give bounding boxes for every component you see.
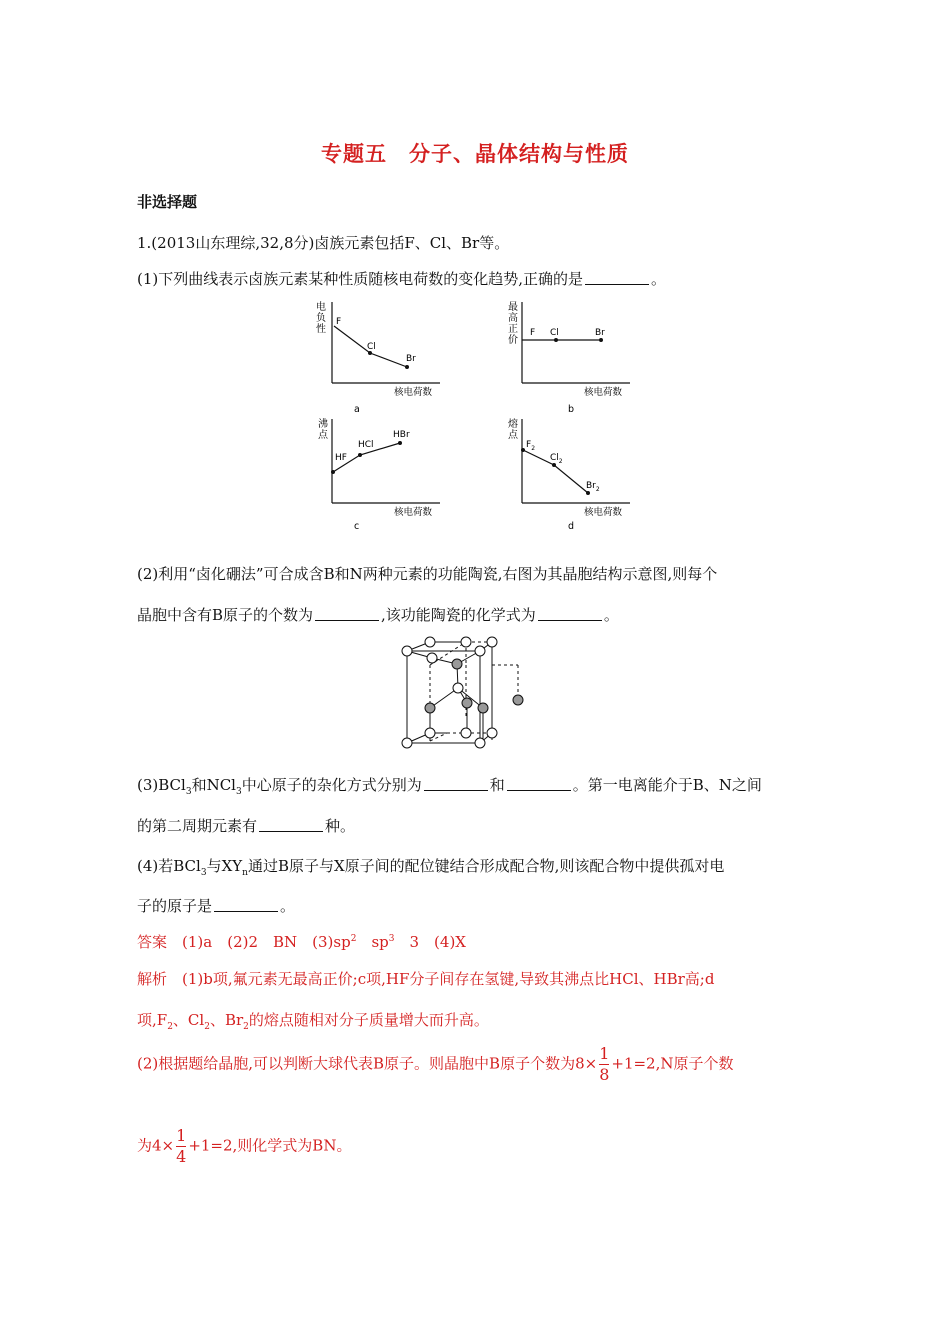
chart-c-label-hcl: HCl <box>358 440 374 450</box>
answer-text-c: 3 (4)X <box>394 933 466 951</box>
question-part4-line1 <box>137 855 817 878</box>
question-part2-line2 <box>137 604 817 625</box>
chart-b-caption: b <box>568 404 575 415</box>
answer-text-a: (1)a (2)2 BN (3)sp <box>182 933 351 951</box>
superscript: 2 <box>350 934 357 944</box>
answer-text-b: sp <box>356 933 389 951</box>
question-part3-line2 <box>137 815 817 836</box>
chart-b-label-f: F <box>530 328 536 338</box>
fraction-denominator: 8 <box>599 1065 610 1084</box>
answer-line <box>137 931 817 952</box>
chart-b-ylabel-2: 高 <box>508 313 518 324</box>
answer-blank <box>259 817 323 832</box>
fraction-one-eighth <box>599 1044 609 1085</box>
analysis-text-1: (1)b项,氟元素无最高正价;c项,HF分子间存在氢键,导致其沸点比HCl、HBr高;d <box>182 970 715 988</box>
analysis-text-2b: 、Cl <box>172 1011 205 1029</box>
answer-blank <box>315 606 379 621</box>
fraction-denominator: 4 <box>176 1147 187 1166</box>
fraction-one-quarter <box>176 1126 186 1167</box>
chart-d-ylabel-2: 点 <box>508 430 518 441</box>
chart-b-label-br: Br <box>595 328 605 338</box>
chart-b-ylabel-4: 价 <box>508 335 518 346</box>
chart-d-caption: d <box>568 521 575 532</box>
question-part1 <box>137 268 817 289</box>
subscript: 2 <box>204 1022 210 1032</box>
part3-text-e: 。第一电离能介于B、N之间 <box>572 776 762 794</box>
question-part4-line2 <box>137 895 817 916</box>
analysis-text-2c: 、Br <box>209 1011 244 1029</box>
answer-label: 答案 <box>137 933 168 951</box>
chart-c-label-hf: HF <box>335 453 347 463</box>
chart-c-caption: c <box>354 521 360 532</box>
chart-d-xlabel: 核电荷数 <box>584 507 623 518</box>
chart-d-label-cl2: $Cl_2$ <box>550 453 563 465</box>
chart-d-label-f2: $F_2$ <box>526 440 536 452</box>
chart-a-label-f: F <box>336 317 342 327</box>
chart-a-ylabel-3: 性 <box>316 324 326 335</box>
chart-c <box>310 415 460 533</box>
analysis-text-4a: 为4× <box>137 1136 175 1155</box>
answer-blank <box>585 270 649 285</box>
analysis-text-3b: +1=2,N原子个数 <box>611 1054 734 1073</box>
crystal-cell-diagram <box>395 633 545 755</box>
fraction-numerator: 1 <box>599 1044 610 1063</box>
analysis-text-3a: (2)根据题给晶胞,可以判断大球代表B原子。则晶胞中B原子个数为8× <box>137 1054 598 1073</box>
analysis-line4 <box>137 1126 817 1167</box>
chart-c-xlabel: 核电荷数 <box>394 507 433 518</box>
subscript: n <box>242 868 248 878</box>
subscript: 3 <box>200 868 207 878</box>
answer-blank <box>538 606 602 621</box>
page-title: 专题五 分子、晶体结构与性质 <box>321 142 629 166</box>
superscript: 3 <box>388 934 395 944</box>
analysis-text-2d: 的熔点随相对分子质量增大而升高。 <box>248 1011 489 1029</box>
part3-text-d: 和 <box>489 776 505 794</box>
analysis-line3 <box>137 1044 817 1085</box>
chart-c-ylabel-1: 沸 <box>318 419 328 430</box>
chart-b-ylabel-1: 最 <box>508 302 518 313</box>
chart-a <box>310 298 460 416</box>
question-part2-line1: (2)利用“卤化硼法”可合成含B和N两种元素的功能陶瓷,右图为其晶胞结构示意图,则每个 <box>137 565 718 583</box>
analysis-text-4b: +1=2,则化学式为BN。 <box>188 1136 352 1155</box>
chart-d-label-br2: $Br_2$ <box>586 481 600 493</box>
chart-d <box>500 415 650 533</box>
analysis-line1 <box>137 968 817 989</box>
period: 。 <box>651 270 667 288</box>
analysis-text-2a: 项,F <box>137 1011 168 1029</box>
part3-text-b: 和NCl <box>191 776 236 794</box>
answer-blank <box>507 776 571 791</box>
question-intro: 1.(2013山东理综,32,8分)卤族元素包括F、Cl、Br等。 <box>137 234 510 252</box>
subscript: 3 <box>235 787 242 797</box>
analysis-line2 <box>137 1009 817 1032</box>
period: 。 <box>280 897 296 915</box>
answer-blank <box>214 897 278 912</box>
part3-text-g: 种。 <box>325 817 356 835</box>
chart-b <box>500 298 650 416</box>
part4-text-b: 与XY <box>206 857 243 875</box>
chart-d-ylabel-1: 熔 <box>508 419 518 430</box>
chart-a-caption: a <box>354 404 360 415</box>
part2-text-b: ,该功能陶瓷的化学式为 <box>381 606 536 624</box>
answer-blank <box>424 776 488 791</box>
chart-b-ylabel-3: 正 <box>508 324 518 335</box>
question-part3-line1 <box>137 774 817 797</box>
chart-a-ylabel-1: 电 <box>316 302 326 313</box>
part4-text-c: 通过B原子与X原子间的配位键结合形成配合物,则该配合物中提供孤对电 <box>247 857 725 875</box>
part4-text-d: 子的原子是 <box>137 897 213 915</box>
subscript: 2 <box>243 1022 249 1032</box>
chart-c-ylabel-2: 点 <box>318 430 328 441</box>
chart-a-label-br: Br <box>406 354 416 364</box>
section-heading: 非选择题 <box>137 193 198 211</box>
part3-text-c: 中心原子的杂化方式分别为 <box>241 776 422 794</box>
subscript: 3 <box>185 787 192 797</box>
chart-a-ylabel-2: 负 <box>316 313 326 324</box>
chart-b-label-cl: Cl <box>550 328 559 338</box>
part4-text-a: (4)若BCl <box>137 857 201 875</box>
analysis-label: 解析 <box>137 970 168 988</box>
chart-b-xlabel: 核电荷数 <box>584 387 623 398</box>
subscript: 2 <box>167 1022 173 1032</box>
fraction-numerator: 1 <box>176 1126 187 1145</box>
chart-a-xlabel: 核电荷数 <box>394 387 433 398</box>
part3-text-f: 的第二周期元素有 <box>137 817 258 835</box>
part1-text: (1)下列曲线表示卤族元素某种性质随核电荷数的变化趋势,正确的是 <box>137 270 584 288</box>
chart-a-label-cl: Cl <box>367 342 376 352</box>
chart-c-label-hbr: HBr <box>393 430 410 440</box>
part2-text-a: 晶胞中含有B原子的个数为 <box>137 606 314 624</box>
part3-text-a: (3)BCl <box>137 776 186 794</box>
period: 。 <box>603 606 619 624</box>
